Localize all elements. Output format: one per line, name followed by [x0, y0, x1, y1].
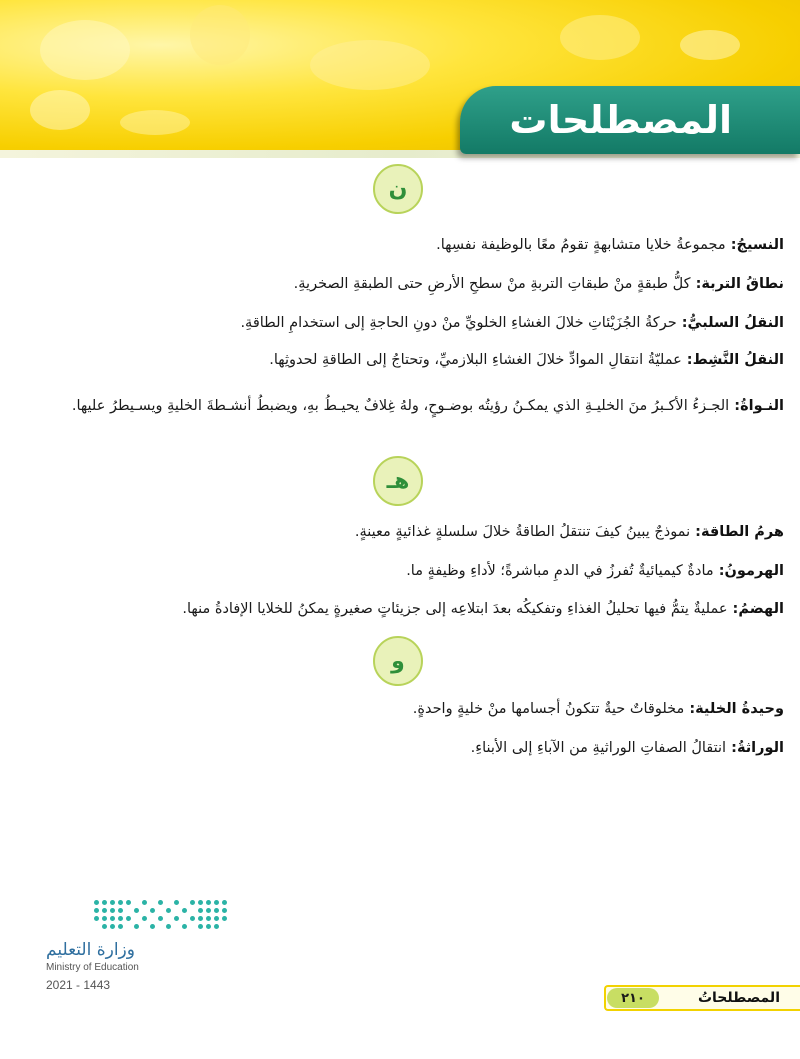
- glossary-definition: مادةٌ كيميائيةٌ تُفرزُ في الدمِ مباشرةً؛ لأداءِ وظيفةٍ ما.: [406, 563, 714, 579]
- edition-year: 2021 - 1443: [46, 978, 111, 992]
- logo-dot: [182, 908, 187, 913]
- logo-dot: [166, 924, 171, 929]
- logo-dot: [166, 908, 171, 913]
- logo-dot: [182, 924, 187, 929]
- logo-dot: [150, 924, 155, 929]
- section-letter-badge: و: [373, 636, 423, 686]
- logo-dot: [214, 916, 219, 921]
- logo-dot: [158, 900, 163, 905]
- logo-dot: [110, 908, 115, 913]
- logo-dot: [142, 900, 147, 905]
- logo-dot: [94, 916, 99, 921]
- logo-dot: [94, 908, 99, 913]
- logo-dot: [214, 924, 219, 929]
- glossary-entry: الهرمونُ: مادةٌ كيميائيةٌ تُفرزُ في الدمِ مباشرةً؛ لأداءِ وظيفةٍ ما.: [406, 563, 784, 579]
- logo-dot: [142, 916, 147, 921]
- footer-section-label: المصطلحاتُ: [697, 990, 780, 1006]
- glossary-term: هرمُ الطاقة: [700, 524, 784, 540]
- logo-dot: [198, 924, 203, 929]
- glossary-entry: هرمُ الطاقة: نموذجٌ يبينُ كيفَ تنتقلُ الطاقةُ خلالَ سلسلةٍ غذائيةٍ معينةٍ.: [354, 524, 784, 540]
- glossary-entry: النـواةُ: الجـزءُ الأكـبرُ منَ الخليـةِ الذي يمكـنُ رؤيتُه بوضـوحٍ، ولهُ غِلافٌ يحيـطُ بهِ، ويضبطُ أنشـطةَ الخليةِ ويسـيطرُ عليها.: [71, 398, 784, 414]
- glossary-entry: نطاقُ التربة: كلُّ طبقةٍ منْ طبقاتِ التربةِ منْ سطحِ الأرضِ حتى الطبقةِ الصخريةِ.: [293, 276, 784, 292]
- glossary-term: نطاقُ التربة: [701, 276, 784, 292]
- logo-dot: [190, 916, 195, 921]
- glossary-term: وحيدةُ الخلية: [695, 701, 784, 717]
- logo-dot: [110, 916, 115, 921]
- logo-dot: [110, 924, 115, 929]
- logo-dot: [134, 908, 139, 913]
- glossary-definition: كلُّ طبقةٍ منْ طبقاتِ التربةِ منْ سطحِ الأرضِ حتى الطبقةِ الصخريةِ.: [293, 276, 691, 292]
- banner-decoration: [30, 90, 90, 130]
- banner-decoration: [560, 15, 640, 60]
- logo-dot: [174, 916, 179, 921]
- glossary-definition: عمليّةُ انتقالِ الموادِّ خلالَ الغشاءِ البلازميِّ، وتحتاجُ إلى الطاقةِ لحدوثِها.: [269, 352, 682, 368]
- logo-dot: [206, 908, 211, 913]
- glossary-definition: نموذجٌ يبينُ كيفَ تنتقلُ الطاقةُ خلالَ سلسلةٍ غذائيةٍ معينةٍ.: [354, 524, 691, 540]
- logo-dot: [118, 916, 123, 921]
- logo-dot: [126, 916, 131, 921]
- glossary-term: النقلُ السلبيُّ: [687, 315, 784, 331]
- glossary-definition: مجموعةُ خلايا متشابهةٍ تقومُ معًا بالوظيفة نفسِها.: [436, 237, 726, 253]
- logo-dot: [102, 900, 107, 905]
- logo-dot: [222, 908, 227, 913]
- logo-dot: [126, 900, 131, 905]
- page-title: المصطلحات: [509, 98, 732, 142]
- glossary-definition: الجـزءُ الأكـبرُ منَ الخليـةِ الذي يمكـنُ رؤيتُه بوضـوحٍ، ولهُ غِلافٌ يحيـطُ بهِ، ويضبطُ أنشـطةَ الخليةِ ويسـيطرُ عليها.: [71, 398, 730, 414]
- logo-dot: [206, 924, 211, 929]
- page-title-tab: [460, 86, 800, 154]
- ministry-name-arabic: وزارة التعليم: [46, 940, 135, 960]
- logo-dot: [118, 900, 123, 905]
- banner-decoration: [40, 20, 130, 80]
- glossary-term: النـواةُ: [740, 398, 784, 414]
- glossary-entry: وحيدةُ الخلية: مخلوقاتٌ حيةٌ تتكونُ أجسامها منْ خليةٍ واحدةٍ.: [412, 701, 784, 717]
- logo-dot: [198, 900, 203, 905]
- page-number: ٢١٠: [607, 988, 659, 1008]
- logo-dot: [150, 908, 155, 913]
- logo-dot: [158, 916, 163, 921]
- logo-dot: [134, 924, 139, 929]
- logo-dots-icon: [94, 900, 234, 934]
- logo-dot: [198, 916, 203, 921]
- banner-decoration: [310, 40, 430, 90]
- logo-dot: [110, 900, 115, 905]
- logo-dot: [118, 908, 123, 913]
- banner-decoration: [190, 5, 250, 65]
- logo-dot: [222, 900, 227, 905]
- glossary-term: النسيجُ: [736, 237, 784, 253]
- glossary-term: الهرمونُ: [724, 563, 784, 579]
- section-letter-badge: هـ: [373, 456, 423, 506]
- glossary-term: الهضمُ: [738, 601, 784, 617]
- logo-dot: [206, 916, 211, 921]
- logo-dot: [198, 908, 203, 913]
- logo-dot: [102, 916, 107, 921]
- logo-dot: [214, 900, 219, 905]
- logo-dot: [222, 916, 227, 921]
- ministry-logo: [44, 900, 204, 1000]
- glossary-definition: انتقالُ الصفاتِ الوراثيةِ من الآباءِ إلى الأبناءِ.: [470, 740, 727, 756]
- glossary-definition: عمليةٌ يتمُّ فيها تحليلُ الغذاءِ وتفكيكُه بعدَ ابتلاعِه إلى جزيئاتٍ صغيرةٍ يمكنُ للخلايا الإفادةُ منها.: [182, 601, 728, 617]
- logo-dot: [206, 900, 211, 905]
- glossary-definition: مخلوقاتٌ حيةٌ تتكونُ أجسامها منْ خليةٍ واحدةٍ.: [412, 701, 685, 717]
- glossary-entry: الوراثةُ: انتقالُ الصفاتِ الوراثيةِ من الآباءِ إلى الأبناءِ.: [470, 740, 784, 756]
- logo-dot: [102, 924, 107, 929]
- logo-dot: [174, 900, 179, 905]
- logo-dot: [94, 900, 99, 905]
- logo-dot: [102, 908, 107, 913]
- glossary-entry: الهضمُ: عمليةٌ يتمُّ فيها تحليلُ الغذاءِ وتفكيكُه بعدَ ابتلاعِه إلى جزيئاتٍ صغيرةٍ يمكنُ للخلايا الإفادةُ منها.: [182, 601, 784, 617]
- glossary-term: الوراثةُ: [736, 740, 784, 756]
- logo-dot: [214, 908, 219, 913]
- glossary-entry: النقلُ السلبيُّ: حركةُ الجُزَيْئاتِ خلالَ الغشاءِ الخلويِّ منْ دونِ الحاجةِ إلى استخدامِ الطاقةِ.: [240, 315, 784, 331]
- glossary-term: النقلُ النَّشِط: [692, 352, 784, 368]
- glossary-entry: النقلُ النَّشِط: عمليّةُ انتقالِ الموادِّ خلالَ الغشاءِ البلازميِّ، وتحتاجُ إلى الطاقةِ لحدوثِها.: [269, 352, 784, 368]
- glossary-entry: النسيجُ: مجموعةُ خلايا متشابهةٍ تقومُ معًا بالوظيفة نفسِها.: [436, 237, 784, 253]
- banner-decoration: [680, 30, 740, 60]
- glossary-definition: حركةُ الجُزَيْئاتِ خلالَ الغشاءِ الخلويِّ منْ دونِ الحاجةِ إلى استخدامِ الطاقةِ.: [240, 315, 677, 331]
- logo-dot: [118, 924, 123, 929]
- section-letter-badge: ن: [373, 164, 423, 214]
- banner-decoration: [120, 110, 190, 135]
- ministry-name-english: Ministry of Education: [46, 962, 139, 973]
- logo-dot: [190, 900, 195, 905]
